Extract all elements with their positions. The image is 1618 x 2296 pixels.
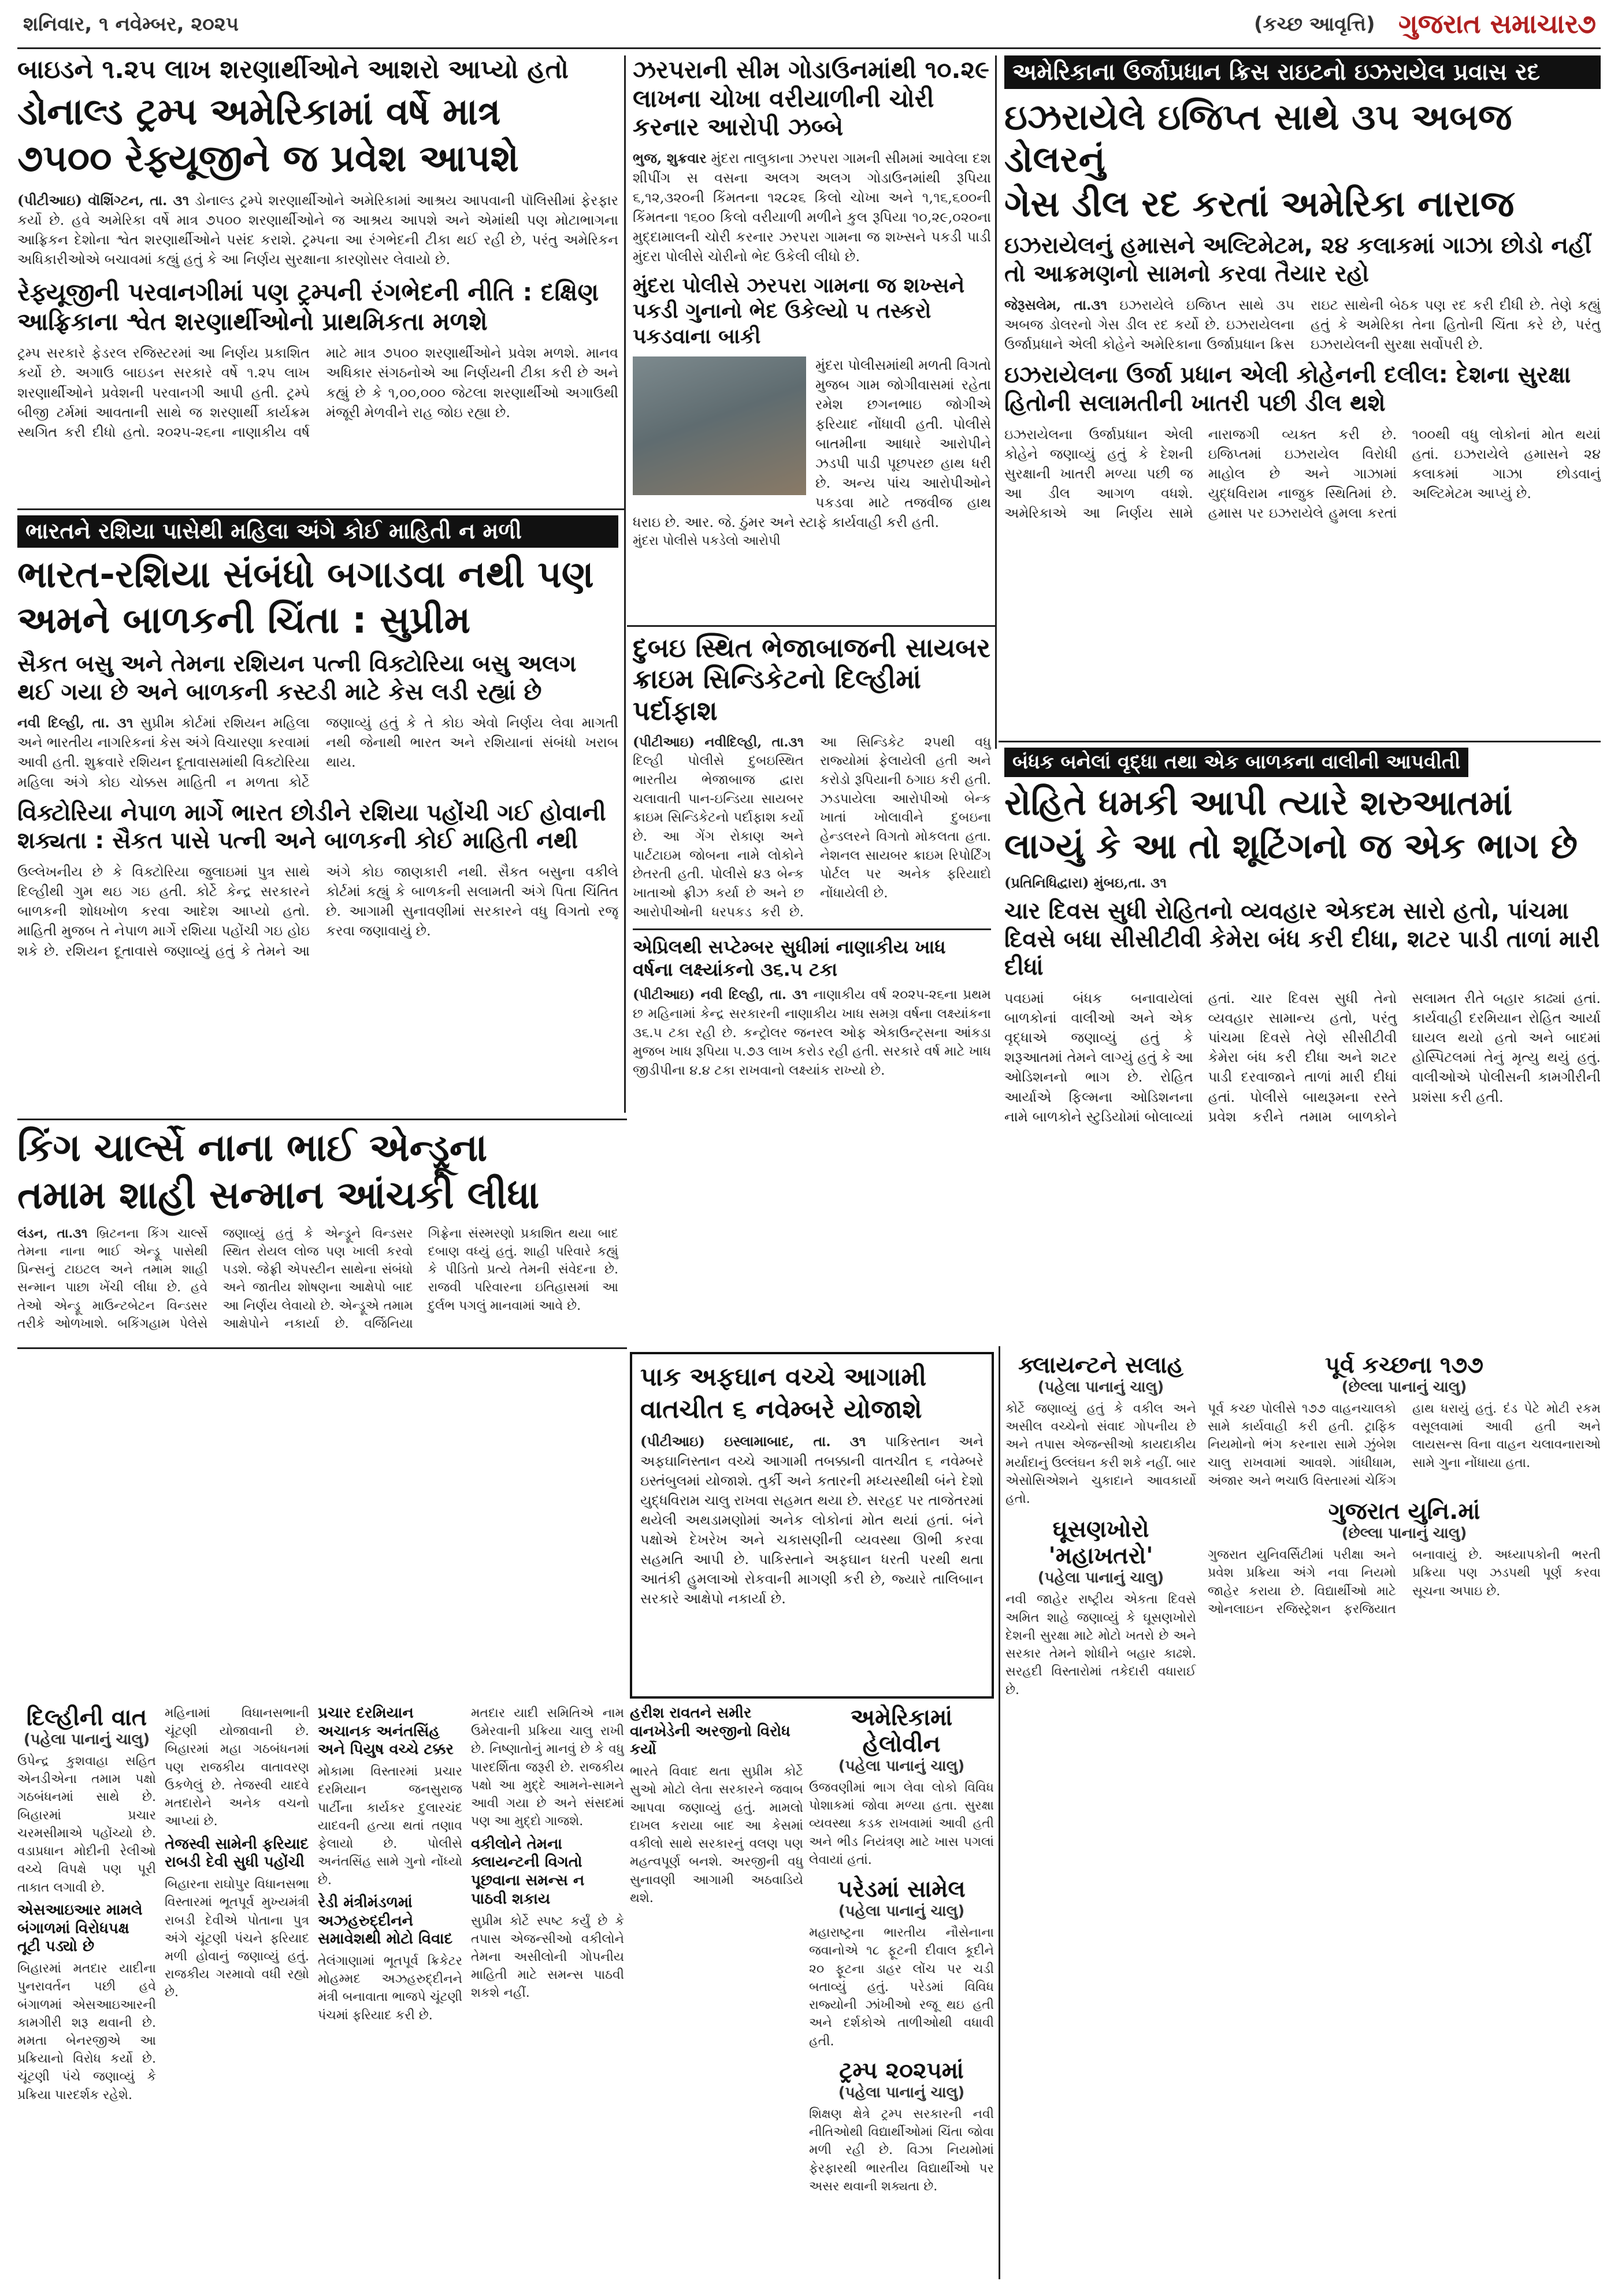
continued-delhi xyxy=(17,1704,156,2276)
theft-photo-caption: મુંદરા પોલીસે પકડેલો આરોપી xyxy=(633,533,781,548)
rohit-top-rule xyxy=(999,741,1601,742)
trump-kicker: બાઇડને ૧.૨૫ લાખ શરણાર્થીઓને આશરો આપ્યો હતો xyxy=(17,55,569,84)
theft-body2: મુંદરા પોલીસમાંથી મળતી વિગતો મુજબ ગામ જોગીવાસમાં રહેતા રમેશ છગનભાઇ જોગીએ ફરિયાદ નોંધાવી હતી. પોલીસે બાતમીના આધારે આરોપીને ઝડપી પાડી પૂછપરછ હાથ ધરી છે. અન્ય પાંચ આરોપીઓને પકડવા માટે તજવીજ હાથ ધરાઇ છે. આર. જે. ઠુંમર અને સ્ટાફે કાર્યવાહી કરી હતી. xyxy=(633,356,991,531)
russia-body2: ઉલ્લેખનીય છે કે વિક્ટોરિયા જુલાઇમાં પુત્ર સાથે દિલ્હીથી ગુમ થઇ ગઇ હતી. કોર્ટે કેન્દ્ર સરકારને બાળકની શોધખોળ કરવા આદેશ આપ્યો હતો. માહિતી મુજબ તે નેપાળ માર્ગે રશિયા પહોંચી ગઇ હોઇ શકે છે. રશિયન દૂતાવાસે જણાવ્યું હતું કે તેમને આ અંગે કોઇ જાણકારી નથી. સૈકત બસુના વકીલે કોર્ટમાં કહ્યું કે બાળકની સલામતી અંગે પિતા ચિંતિત છે. આગામી સુનાવણીમાં સરકારને વધુ વિગતો રજૂ કરવા જણાવાયું છે. xyxy=(17,864,618,959)
continued-delhi-body2: બિહારમાં મતદાર યાદીના પુનરાવર્તન પછી હવે બંગાળમાં એસઆઇઆરની કામગીરી શરૂ થવાની છે. મમતા બેનરજીએ આ પ્રક્રિયાનો વિરોધ કર્યો છે. ચૂંટણી પંચે જણાવ્યું કે પ્રક્રિયા પારદર્શક રહેશે. xyxy=(17,1961,156,2102)
russia-subhead-2: વિક્ટોરિયા નેપાળ માર્ગે ભારત છોડીને રશિયા પહોંચી ગઈ હોવાની શક્યતા : સૈકત પાસે પત્ની અને બાળકની કોઈ માહિતી નથી xyxy=(17,799,606,855)
israel-headline-line2: ગેસ ડીલ રદ કરતાં અમેરિકા નારાજ xyxy=(1004,183,1515,225)
deficit-body-text: નાણાકીય વર્ષ ૨૦૨૫-૨૬ના પ્રથમ છ મહિનામાં કેન્દ્ર સરકારની નાણાકીય ખાધ સમગ્ર વર્ષના લક્ષ્યાંકના ૩૬.૫ ટકા રહી છે. કન્ટ્રોલર જનરલ ઓફ એકાઉન્ટ્સના આંકડા મુજબ ખાધ રૂપિયા ૫.૭૩ લાખ કરોડ રહી હતી. સરકારે વર્ષ માટે ખાધ જીડીપીના ૪.૪ ટકા રાખવાનો લક્ષ્યાંક રાખ્યો છે. xyxy=(633,987,991,1079)
russia-headline-line1: ભારત-રશિયા સંબંધો બગાડવા નથી પણ xyxy=(17,553,594,596)
trump-body xyxy=(17,191,618,269)
continued-mokama-subhead: પ્રચાર દરમિયાન અચાનક અનંતસિંહ અને પિયુષ વચ્ચે ટક્કર xyxy=(318,1704,454,1759)
trump-body2: ટ્રમ્પ સરકારે ફેડરલ રજિસ્ટરમાં આ નિર્ણય પ્રકાશિત કર્યો છે. અગાઉ બાઇડન સરકારે વર્ષે ૧.૨૫ લાખ શરણાર્થીઓને પ્રવેશની પરવાનગી આપી હતી. ટ્રમ્પે બીજી ટર્મમાં આવતાની સાથે જ શરણાર્થી કાર્યક્રમ સ્થગિત કરી દીધો હતો. ૨૦૨૫-૨૬ના નાણાકીય વર્ષ માટે માત્ર ૭૫૦૦ શરણાર્થીઓને પ્રવેશ મળશે. માનવ અધિકાર સંગઠનોએ આ નિર્ણયની ટીકા કરી છે અને કહ્યું છે કે ૧,૦૦,૦૦૦ જેટલા શરણાર્થીઓ અગાઉથી મંજૂરી મેળવીને રાહ જોઇ રહ્યા છે. xyxy=(17,345,618,440)
continued-client-title: ક્લાયન્ટને સલાહ xyxy=(1018,1352,1183,1379)
charles-dateline: લંડન, તા.૩૧ xyxy=(17,1225,88,1241)
continued-wankhede xyxy=(630,1704,803,2276)
continued-kutch xyxy=(1208,1352,1601,2276)
rohit-headline-line2: લાગ્યું કે આ તો શૂટિંગનો જ એક ભાગ છે xyxy=(1004,826,1578,867)
russia-story xyxy=(17,515,618,1116)
charles-headline-line1: કિંગ ચાર્લ્સે નાના ભાઈ એન્ડ્રૂના xyxy=(17,1125,488,1170)
russia-body-text: સુપ્રીમ કોર્ટમાં રશિયન મહિલા અને ભારતીય નાગરિકનાં કેસ અંગે વિચારણા કરવામાં આવી હતી. શુક્રવારે રશિયન દૂતાવાસમાંથી વિક્ટોરિયા મહિલા અંગે કોઇ ચોક્કસ માહિતી ન મળતા કોર્ટે જણાવ્યું હતું કે તે કોઇ એવો નિર્ણય લેવા માગતી નથી જેનાથી ભારત અને રશિયાનાં સંબંધો ખરાબ થાય. xyxy=(17,715,618,790)
israel-headline-line1: ઇઝરાયેલે ઇજિપ્ત સાથે ૩૫ અબજ ડોલરનું xyxy=(1004,96,1512,181)
rohit-kicker: બંધક બનેલાં વૃદ્ધા તથા એક બાળકના વાલીની આપવીતી xyxy=(1004,748,1468,777)
continued-mokama xyxy=(318,1704,462,2276)
deficit-subhead: એપ્રિલથી સપ્ટેમ્બર સુધીમાં નાણાકીય ખાધ વર્ષના લક્ષ્યાંકનો ૩૬.૫ ટકા xyxy=(633,936,946,981)
pakafghan-story xyxy=(630,1352,994,1699)
continued-bihar-body: મહિનામાં વિધાનસભાની ચૂંટણી યોજાવાની છે. બિહારમાં મહા ગઠબંધનમાં પણ રાજકીય વાતાવરણ ઉકળેલું છે. તેજસ્વી યાદવે મતદારોને અનેક વચનો આપ્યાં છે. xyxy=(165,1706,309,1829)
israel-kicker: અમેરિકાના ઉર્જાપ્રધાન ક્રિસ રાઇટનો ઇઝરાયેલ પ્રવાસ રદ xyxy=(1004,55,1601,89)
trump-body-text: ડોનાલ્ડ ટ્રમ્પે શરણાર્થીઓને અમેરિકામાં આશ્રય આપવાની પૉલિસીમાં ફેરફાર કર્યો છે. હવે અમેરિકા વર્ષે માત્ર ૭૫૦૦ શરણાર્થીઓને જ આશ્રય આપશે અને એમાંથી પણ મોટાભાગના આફ્રિકન દેશોના શ્વેત શરણાર્થીઓને પસંદ કરાશે. ટ્રમ્પના આ રંગભેદની ટીકા થઈ રહી છે, પરંતુ અમેરિકન અધિકારીઓએ બચાવમાં કહ્યું હતું કે આ નિર્ણય સુરક્ષાના કારણોસર લેવાયો છે. xyxy=(17,192,618,268)
pakafghan-dateline: (પીટીઆઇ) ઇસ્લામાબાદ, તા. ૩૧ xyxy=(640,1432,866,1450)
rohit-story xyxy=(1004,748,1601,1343)
page-date: શનિવાર, ૧ નવેમ્બર, ૨૦૨૫ xyxy=(23,13,239,36)
continued-trump2025-body: શિક્ષણ ક્ષેત્રે ટ્રમ્પ સરકારની નવી નીતિઓથી વિદ્યાર્થીઓમાં ચિંતા જોવા મળી રહી છે. વિઝા નિયમોમાં ફેરફારથી ભારતીય વિદ્યાર્થીઓ પર અસર થવાની શક્યતા છે. xyxy=(809,2106,994,2194)
charles-story xyxy=(17,1125,618,1345)
continued-halloween-title: અમેરિકામાં હેલોવીન xyxy=(850,1704,953,1758)
russia-kicker: ભારતને રશિયા પાસેથી મહિલા અંગે કોઈ માહિતી ન મળી xyxy=(17,515,618,548)
continued-kutch-title: પૂર્વ કચ્છના ૧૭૭ xyxy=(1324,1352,1484,1379)
deficit-dateline: (પીટીઆઇ) નવી દિલ્હી, તા. ૩૧ xyxy=(633,987,808,1003)
theft-photo xyxy=(633,356,806,495)
pakafghan-headline-line1: પાક અફઘાન વચ્ચે આગામી xyxy=(640,1362,927,1392)
pakafghan-headline-line2: વાતચીત ૬ નવેમ્બરે યોજાશે xyxy=(640,1394,922,1424)
rohit-body: પવઇમાં બંધક બનાવાયેલાં બાળકોનાં વાલીઓ અને એક વૃદ્ધાએ જણાવ્યું હતું કે શરૂઆતમાં તેમને લાગ્યું હતું કે આ ઓડિશનનો ભાગ છે. રોહિત આર્યાએ ફિલ્મના ઓડિશનના નામે બાળકોને સ્ટુડિયોમાં બોલાવ્યાં હતાં. ચાર દિવસ સુધી તેનો વ્યવહાર સામાન્ય હતો, પરંતુ પાંચમા દિવસે તેણે સીસીટીવી કેમેરા બંધ કરી દીધા અને શટર પાડી દરવાજાને તાળાં મારી દીધાં હતાં. પોલીસે બાથરૂમના રસ્તે પ્રવેશ કરીને તમામ બાળકોને સલામત રીતે બહાર કાઢ્યાં હતાં. કાર્યવાહી દરમિયાન રોહિત આર્યા ઘાયલ થયો હતો અને બાદમાં હોસ્પિટલમાં તેનું મૃત્યુ થયું હતું. વાલીઓએ પોલીસની કામગીરીની પ્રશંસા કરી હતી. xyxy=(1004,990,1601,1125)
charles-headline-line2: તમામ શાહી સન્માન આંચકી લીધા xyxy=(17,1172,540,1217)
trump-headline-line2: ૭૫૦૦ રેફ્યૂજીને જ પ્રવેશ આપશે xyxy=(17,138,519,181)
dubai-body-text: દિલ્હી પોલીસે દુબઇસ્થિત ભારતીય ભેજાબાજ દ્વારા ચલાવાતી પાન-ઇન્ડિયા સાયબર ક્રાઇમ સિન્ડિકેટનો પર્દાફાશ કર્યો છે. આ ગેંગ રોકાણ અને પાર્ટટાઇમ જોબના નામે લોકોને છેતરતી હતી. પોલીસે ૪૩ બેન્ક ખાતાઓ ફ્રીઝ કર્યા છે અને છ આરોપીઓની ધરપકડ કરી છે. આ સિન્ડિકેટ ૨૫થી વધુ રાજ્યોમાં ફેલાયેલી હતી અને કરોડો રૂપિયાની ઠગાઇ કરી હતી. ઝડપાયેલા આરોપીઓ બેન્ક ખાતાં ખોલાવીને દુબઇના હેન્ડલરને વિગતો મોકલતા હતા. નેશનલ સાયબર ક્રાઇમ રિપોર્ટિંગ પોર્ટલ પર અનેક ફરિયાદો નોંધાયેલી છે. xyxy=(633,734,991,920)
continued-lawyers-body: મતદાર યાદી સમિતિએ નામ ઉમેરવાની પ્રક્રિયા ચાલુ રાખી છે. નિષ્ણાતોનું માનવું છે કે વધુ પારદર્શિતા જરૂરી છે. રાજકીય પક્ષો આ મુદ્દે આમને-સામને આવી ગયા છે અને સંસદમાં પણ આ મુદ્દો ગાજશે. xyxy=(471,1706,624,1829)
israel-body2: ઇઝરાયેલના ઉર્જાપ્રધાન એલી કોહેને જણાવ્યું હતું કે દેશની સુરક્ષાની ખાતરી મળ્યા પછી જ આ ડીલ આગળ વધશે. અમેરિકાએ આ નિર્ણય સામે નારાજગી વ્યક્ત કરી છે. ઇજિપ્તમાં ઇઝરાયેલ વિરોધી માહોલ છે અને ગાઝામાં યુદ્ધવિરામ નાજુક સ્થિતિમાં છે. હમાસ પર ઇઝરાયેલે હુમલા કરતાં ૧૦૦થી વધુ લોકોનાં મોત થયાં હતાં. ઇઝરાયેલે હમાસને ૨૪ કલાકમાં ગાઝા છોડવાનું અલ્ટિમેટમ આપ્યું છે. xyxy=(1004,426,1601,522)
trump-dateline: (પીટીઆઇ) વૉશિંગ્ટન, તા. ૩૧ xyxy=(17,191,190,209)
continued-infiltrators-note: (પહેલા પાનાનું ચાલુ) xyxy=(1037,1569,1164,1587)
charles-top-rule xyxy=(17,1119,627,1120)
edition-label: (કચ્છ આવૃત્તિ) xyxy=(1254,13,1375,36)
continued-bihar-subhead: તેજસ્વી સામેની ફરિયાદ રાબડી દેવી સુધી પહોંચી xyxy=(165,1835,309,1871)
continued-university-title: ગુજરાત યુનિ.માં xyxy=(1328,1498,1480,1525)
continued-halloween xyxy=(809,1704,994,2276)
continued-client xyxy=(1005,1352,1196,2276)
trump-subhead: રેફ્યૂજીની પરવાનગીમાં પણ ટ્રમ્પની રંગભેદની નીતિ : દક્ષિણ આફ્રિકાના શ્વેત શરણાર્થીઓનો પ્રાથમિકતા મળશે xyxy=(17,277,599,336)
theft-body xyxy=(633,148,991,266)
russia-dateline: નવી દિલ્હી, તા. ૩૧ xyxy=(17,714,133,731)
continued-lawyers-subhead: વકીલોને તેમના ક્લાયન્ટની વિગતો પૂછવાના સમન્સ ન પાઠવી શકાય xyxy=(471,1835,585,1908)
continued-bihar xyxy=(165,1704,309,2276)
continued-delhi-note: (પહેલા પાનાનું ચાલુ) xyxy=(23,1731,150,1748)
continued-infiltrators-title: ઘૂસણખોરો 'મહાખતરો' xyxy=(1048,1516,1153,1570)
dubai-dateline: (પીટીઆઇ) નવીદિલ્હી, તા.૩૧ xyxy=(633,734,804,750)
continued-halloween-note: (પહેલા પાનાનું ચાલુ) xyxy=(838,1758,965,1775)
israel-subhead: ઇઝરાયેલનું હમાસને અલ્ટિમેટમ, ૨૪ કલાકમાં ગાઝા છોડો નહીં તો આક્રમણનો સામનો કરવા તૈયાર રહો xyxy=(1004,232,1591,288)
israel-subhead-2: ઇઝરાયેલના ઉર્જા પ્રધાન એલી કોહેનની દલીલ: દેશના સુરક્ષા હિતોની સલામતીની ખાતરી પછી ડીલ થશે xyxy=(1004,362,1571,417)
russia-top-rule xyxy=(17,508,624,510)
russia-headline-line2: અમને બાળકની ચિંતા : સુપ્રીમ xyxy=(17,599,470,642)
israel-dateline: જેરૂસલેમ, તા.૩૧ xyxy=(1004,296,1108,314)
continued-halloween-body: ઉજવણીમાં ભાગ લેવા લોકો વિવિધ પોશાકમાં જોવા મળ્યા હતા. સુરક્ષા વ્યવસ્થા કડક રાખવામાં આવી હતી અને ભીડ નિયંત્રણ માટે ખાસ પગલાં લેવાયાં હતાં. xyxy=(809,1781,994,1867)
newspaper-name: ગુજરાત સમાચાર xyxy=(1398,8,1579,39)
rohit-dateline: (પ્રતિનિધિદ્વારા) મુંબઇ,તા. ૩૧ xyxy=(1004,874,1167,891)
dubai-story xyxy=(633,632,991,1343)
continued-mokama-subhead-2: રેડી મંત્રીમંડળમાં અઝહરુદ્દીનને સમાવેશથી મોટો વિવાદ xyxy=(318,1893,453,1948)
continued-mokama-body2: તેલંગાણામાં ભૂતપૂર્વ ક્રિકેટર મોહમ્મદ અઝહરુદ્દીનને મંત્રી બનાવાતા ભાજપે ચૂંટણી પંચમાં ફરિયાદ કરી છે. xyxy=(318,1953,462,2023)
top-rule xyxy=(17,47,1601,49)
continued-parade-body: મહારાષ્ટ્રના ભારતીય નૌસેનાના જવાનોએ ૧૮ ફૂટની દીવાલ કૂદીને ૨૦ ફૂટના ડાહર લોંચ પર ચડી બતાવ્યું હતું. પરેડમાં વિવિધ રાજ્યોની ઝાંખીઓ રજૂ થઇ હતી અને દર્શકોએ તાળીઓથી વધાવી હતી. xyxy=(809,1926,994,2049)
continued-wankhede-body: ભારતે વિવાદ થતા સુપ્રીમ કોર્ટે સુઓ મોટો લેતા સરકારને જવાબ આપવા જણાવ્યું હતું. મામલો દાખલ કરાયા બાદ આ કેસમાં વકીલો સાથે સરકારનું વલણ પણ મહત્વપૂર્ણ બનશે. અરજીની વધુ સુનાવણી આગામી અઠવાડિયે થશે. xyxy=(630,1764,803,1905)
charles-body xyxy=(17,1225,618,1333)
pakafghan-body-text: પાકિસ્તાન અને અફઘાનિસ્તાન વચ્ચે આગામી તબક્કાની વાતચીત ૬ નવેમ્બરે ઇસ્તંબુલમાં યોજાશે. તુર્કી અને કતારની મધ્યસ્થીથી બંને દેશો યુદ્ધવિરામ ચાલુ રાખવા સહમત થયા છે. સરહદ પર તાજેતરમાં થયેલી અથડામણોમાં અનેક લોકોનાં મોત થયાં હતાં. બંને પક્ષોએ દેખરેખ અને ચકાસણીની વ્યવસ્થા ઊભી કરવા સહમતિ આપી છે. પાકિસ્તાને અફઘાન ધરતી પરથી થતા આતંકી હુમલાઓ રોકવાની માગણી કરી છે, જ્યારે તાલિબાન સરકારે આક્ષેપો નકાર્યા છે. xyxy=(640,1433,984,1607)
dubai-body xyxy=(633,733,991,922)
continued-parade-note: (પહેલા પાનાનું ચાલુ) xyxy=(838,1903,965,1920)
theft-story xyxy=(633,55,991,622)
continued-lawyers-body2: સુપ્રીમ કોર્ટે સ્પષ્ટ કર્યું છે કે તપાસ એજન્સીઓ વકીલોને તેમના અસીલોની ગોપનીય માહિતી માટે સમન્સ પાઠવી શકશે નહીં. xyxy=(471,1914,624,2001)
continued-trump2025-note: (પહેલા પાનાનું ચાલુ) xyxy=(838,2083,965,2101)
continued-lawyers xyxy=(471,1704,624,2276)
continued-mokama-body: મોકામા વિસ્તારમાં પ્રચાર દરમિયાન જનસુરાજ પાર્ટીના કાર્યકર દુલારચંદ યાદવની હત્યા થતાં તણાવ ફેલાયો છે. પોલીસે અનંતસિંહ સામે ગુનો નોંધ્યો છે. xyxy=(318,1764,462,1888)
russia-subhead: સૈકત બસુ અને તેમના રશિયન પત્ની વિક્ટોરિયા બસુ અલગ થઈ ગયા છે અને બાળકની કસ્ટડી માટે કેસ લડી રહ્યાં છે xyxy=(17,650,577,705)
dubai-headline: દુબઇ સ્થિત ભેજાબાજની સાયબર ક્રાઇમ સિન્ડિકેટનો દિલ્હીમાં પર્દાફાશ xyxy=(633,632,990,726)
rohit-dateline-wrap xyxy=(1004,873,1601,893)
continued-kutch-note: (છેલ્લા પાનાનું ચાલુ) xyxy=(1341,1379,1467,1396)
trump-headline-line1: ડોનાલ્ડ ટ્રમ્પ અમેરિકામાં વર્ષે માત્ર xyxy=(17,90,501,133)
continued-delhi-subhead: એસઆઇઆર મામલે બંગાળમાં વિરોધપક્ષ તૂટી પડ્યો છે xyxy=(17,1901,143,1956)
rohit-headline-line1: રોહિતે ધમકી આપી ત્યારે શરુઆતમાં xyxy=(1004,783,1513,824)
continued-delhi-title: દિલ્હીની વાત xyxy=(26,1704,147,1731)
continued-university-body: ગુજરાત યુનિવર્સિટીમાં પરીક્ષા અને પ્રવેશ પ્રક્રિયા અંગે નવા નિયમો જાહેર કરાયા છે. વિદ્યાર્થીઓ માટે ઓનલાઇન રજિસ્ટ્રેશન ફરજિયાત બનાવાયું છે. અધ્યાપકોની ભરતી પ્રક્રિયા પણ ઝડપથી પૂર્ણ કરવા સૂચના અપાઇ છે. xyxy=(1208,1548,1601,1617)
continued-wankhede-subhead: હરીશ રાવતને સમીર વાનખેડેની અરજીનો વિરોધ કર્યો xyxy=(630,1704,791,1759)
israel-body-text: ઇઝરાયેલે ઇજિપ્ત સાથે ૩૫ અબજ ડોલરનો ગેસ ડીલ રદ કર્યો છે. ઇઝરાયેલના ઉર્જાપ્રધાને એલી કોહેને અમેરિકાના ઉર્જાપ્રધાન ક્રિસ રાઇટ સાથેની બેઠક પણ રદ કરી દીધી છે. તેણે કહ્યું હતું કે અમેરિકા તેના હિતોની ચિંતા કરે છે, પરંતુ ઇઝરાયેલની સુરક્ષા સર્વોપરી છે. xyxy=(1004,297,1601,353)
continued-bihar-body2: બિહારના રાઘોપુર વિધાનસભા વિસ્તારમાં ભૂતપૂર્વ મુખ્યમંત્રી રાબડી દેવીએ પોતાના પુત્ર અંગે ચૂંટણી પંચને ફરિયાદ મળી હોવાનું જણાવ્યું હતું. રાજકીય ગરમાવો વધી રહ્યો છે. xyxy=(165,1877,309,2000)
page-number: ૭ xyxy=(1578,8,1596,39)
deficit-rule xyxy=(633,928,991,930)
russia-body xyxy=(17,713,618,792)
divider-3 xyxy=(999,1346,1000,2279)
continued-top-rule xyxy=(17,1347,627,1349)
continued-kutch-body: પૂર્વ કચ્છ પોલીસે ૧૭૭ વાહનચાલકો સામે કાર્યવાહી કરી હતી. ટ્રાફિક નિયમોનો ભંગ કરનારા સામે ઝુંબેશ ચાલુ રાખવામાં આવશે. ગાંધીધામ, અંજાર અને ભચાઉ વિસ્તારમાં ચેકિંગ હાથ ધરાયું હતું. દંડ પેટે મોટી રકમ વસૂલવામાં આવી હતી અને લાયસન્સ વિના વાહન ચલાવનારાઓ સામે ગુના નોંધાયા હતા. xyxy=(1208,1402,1601,1488)
rohit-subhead: ચાર દિવસ સુધી રોહિતનો વ્યવહાર એકદમ સારો હતો, પાંચમા દિવસે બધા સીસીટીવી કેમેરા બંધ કરી દીધા, શટર પાડી તાળાં મારી દીધાં xyxy=(1004,897,1600,981)
trump-story xyxy=(17,55,618,506)
continued-infiltrators-body: નવી જાહેર રાષ્ટ્રીય એકતા દિવસે અમિત શાહે જણાવ્યું કે ઘૂસણખોરો દેશની સુરક્ષા માટે મોટો ખતરો છે અને સરકાર તેમને શોધીને બહાર કાઢશે. સરહદી વિસ્તારોમાં તકેદારી વધારાઈ છે. xyxy=(1005,1592,1196,1697)
deficit-body xyxy=(633,986,991,1080)
charles-body-text: બ્રિટનના કિંગ ચાર્લ્સે તેમના નાના ભાઈ એન્ડ્રૂ પાસેથી પ્રિન્સનું ટાઇટલ અને તમામ શાહી સન્માન પાછા ખેંચી લીધા છે. હવે તેઓ એન્ડ્રૂ માઉન્ટબેટન વિન્ડસર તરીકે ઓળખાશે. બકિંગહામ પેલેસે જણાવ્યું હતું કે એન્ડ્રૂને વિન્ડસર સ્થિત રોયલ લોજ પણ ખાલી કરવો પડશે. જેફ્રી એપસ્ટીન સાથેના સંબંધો અને જાતીય શોષણના આક્ષેપો બાદ આ નિર્ણય લેવાયો છે. એન્ડ્રૂએ તમામ આક્ષેપોને નકાર્યા છે. વર્જિનિયા ગિફ્રેના સંસ્મરણો પ્રકાશિત થયા બાદ દબાણ વધ્યું હતું. શાહી પરિવારે કહ્યું કે પીડિતો પ્રત્યે તેમની સંવેદના છે. રાજવી પરિવારના ઇતિહાસમાં આ દુર્લભ પગલું માનવામાં આવે છે. xyxy=(17,1226,618,1331)
continued-client-note: (પહેલા પાનાનું ચાલુ) xyxy=(1037,1379,1164,1396)
continued-university-note: (છેલ્લા પાનાનું ચાલુ) xyxy=(1341,1525,1467,1543)
continued-trump2025-title: ટ્રમ્પ ૨૦૨૫માં xyxy=(839,2057,964,2084)
theft-body-text: મુંદરા તાલુકાના ઝરપરા ગામની સીમમાં આવેલા દશ શીપીંગ સ વસના અલગ અલગ ગોડાઉનમાંથી રૂપિયા ૬,૧૨,૩૨૦ની કિંમતના ૧૨૮૨૬ કિલો ચોખા અને ૧,૧૬,૬૦૦ની કિંમતના ૧૬૦૦ કિલો વરીયાળી મળીને કુલ રૂપિયા ૧૦,૨૯,૦૨૦ના મુદ્દામાલની ચોરી કરનાર ઝરપરા ગામના જ શખ્સને પકડી પાડી મુંદરા પોલીસે ચોરીનો ભેદ ઉકેલી લીધો છે. xyxy=(633,150,991,265)
pakafghan-body xyxy=(640,1432,984,1609)
continued-parade-title: પરેડમાં સામેલ xyxy=(837,1876,966,1903)
divider-1 xyxy=(624,55,626,1113)
israel-body xyxy=(1004,295,1601,354)
theft-dateline: ભુજ, શુક્રવાર xyxy=(633,149,707,166)
israel-story xyxy=(1004,55,1601,737)
dubai-top-rule xyxy=(627,625,997,627)
divider-2 xyxy=(995,55,997,749)
continued-delhi-body: ઉપેન્દ્ર કુશવાહા સહિત એનડીએના તમામ પક્ષો ગઠબંધનમાં સાથે છે. બિહારમાં પ્રચાર ચરમસીમાએ પહોંચ્યો છે. વડાપ્રધાન મોદીની રેલીઓ વચ્ચે વિપક્ષે પણ પૂરી તાકાત લગાવી છે. xyxy=(17,1754,156,1895)
theft-subhead: મુંદરા પોલીસે ઝરપરા ગામના જ શખ્સને પકડી ગુનાનો ભેદ ઉકેલ્યો ૫ તસ્કરો પકડવાના બાકી xyxy=(633,274,965,348)
theft-headline: ઝરપરાની સીમ ગોડાઉનમાંથી ૧૦.૨૯ લાખના ચોખા વરીયાળીની ચોરી કરનાર આરોપી ઝબ્બે xyxy=(633,55,989,142)
continued-client-body: કોર્ટે જણાવ્યું હતું કે વકીલ અને અસીલ વચ્ચેનો સંવાદ ગોપનીય છે અને તપાસ એજન્સીઓ કાયદાકીય મર્યાદાનું ઉલ્લંઘન કરી શકે નહીં. બાર એસોસિએશને ચુકાદાને આવકાર્યો હતો. xyxy=(1005,1402,1196,1507)
